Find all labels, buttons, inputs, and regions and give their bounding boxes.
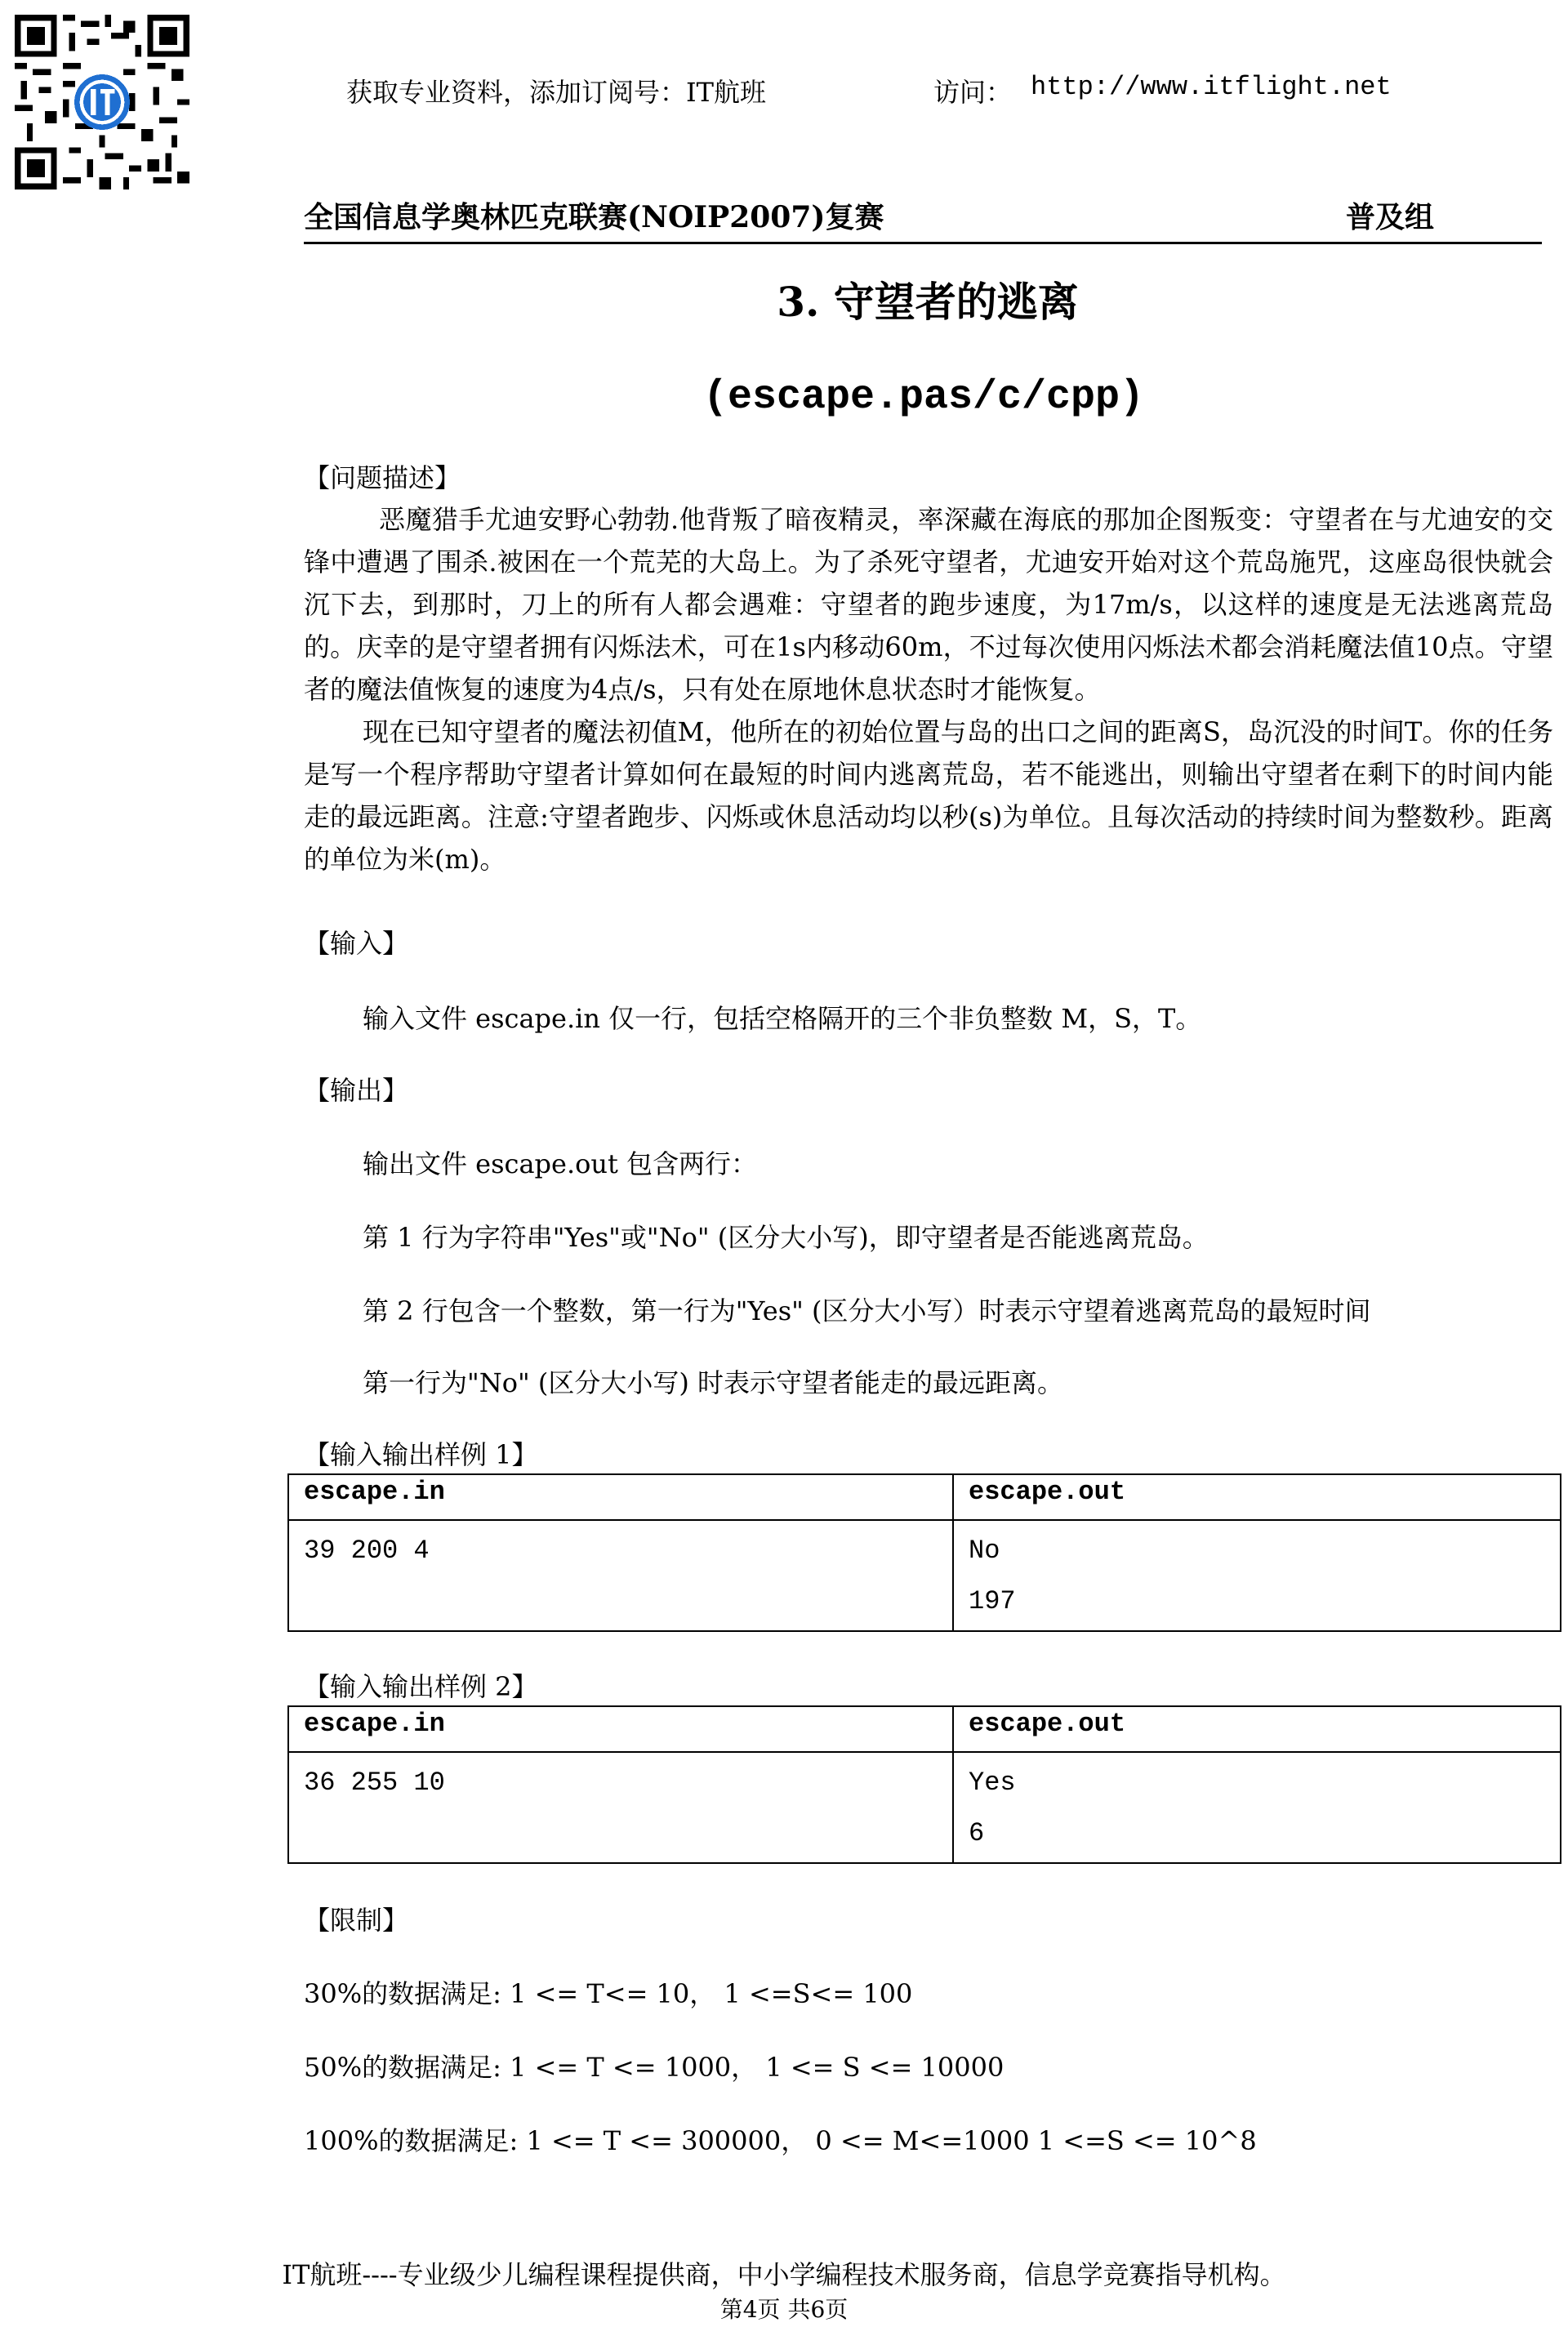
header-divider [304,242,1542,244]
input-description: 输入文件 escape.in 仅一行，包括空格隔开的三个非负整数 M，S，T。 [363,1003,1202,1034]
limits-line-1: 30%的数据满足: 1 <= T<= 10， 1 <=S<= 100 [304,1978,913,2009]
page-number: 第4页 共6页 [719,2296,849,2323]
output-line-3: 第 2 行包含一个整数，第一行为"Yes" (区分大小写）时表示守望着逃离荒岛的最短时间 [363,1295,1371,1326]
header-visit-label: 访问： [933,77,1013,108]
sample-2-output-line-2: 6 [969,1818,985,1848]
sample-1-input: 39 200 4 [288,1520,953,1631]
sample-1-output [953,1520,1561,1631]
limits-heading: 【限制】 [304,1905,409,1936]
qr-code-icon [15,15,189,189]
footer-slogan: IT航班----专业级少儿编程课程提供商，中小学编程技术服务商，信息学竞赛指导机构。 [282,2259,1286,2290]
limits-line-3: 100%的数据满足: 1 <= T <= 300000， 0 <= M<=1000 1 <=S <= 10^8 [304,2125,1257,2156]
description-heading: 【问题描述】 [304,462,461,493]
sample-1-col-out: escape.out [953,1474,1561,1520]
sample-2-col-in: escape.in [288,1706,953,1752]
sample-2-output-line-1: Yes [969,1768,1016,1798]
sample-1-output-line-1: No [969,1536,1000,1566]
description-section [304,457,1553,880]
sample-2-output [953,1752,1561,1863]
description-paragraph-2: 现在已知守望者的魔法初值M，他所在的初始位置与岛的出口之间的距离S，岛沉没的时间T。你的任务是写一个程序帮助守望者计算如何在最短的时间内逃离荒岛，若不能逃出，则输出守望者在剩下的时间内能走的最远距离。注意:守望者跑步、闪烁或休息活动均以秒(s)为单位。且每次活动的持续时间为整数秒。距离的单位为米(m)。 [304,716,1553,875]
problem-title: 3. 守望者的逃离 [777,278,1079,326]
sample-2-col-out: escape.out [953,1706,1561,1752]
header-subscribe-text: 获取专业资料，添加订阅号：IT航班 [346,77,766,108]
sample-2-heading: 【输入输出样例 2】 [304,1671,538,1702]
sample-1-table [287,1473,1561,1632]
output-line-1: 输出文件 escape.out 包含两行： [363,1148,758,1179]
output-line-4: 第一行为"No" (区分大小写) 时表示守望者能走的最远距离。 [363,1367,1064,1398]
sample-1-col-in: escape.in [288,1474,953,1520]
limits-line-2: 50%的数据满足: 1 <= T <= 1000， 1 <= S <= 10000 [304,2052,1004,2083]
description-paragraph-1: 恶魔猎手尤迪安野心勃勃.他背叛了暗夜精灵，率深藏在海底的那加企图叛变：守望者在与尤迪安的交锋中遭遇了围杀.被困在一个荒芜的大岛上。为了杀死守望者，尤迪安开始对这个荒岛施咒，这座岛很快就会沉下去，到那时，刀上的所有人都会遇难：守望者的跑步速度，为17m/s，以这样的速度是无法逃离荒岛的。庆幸的是守望者拥有闪烁法术，可在1s内移动60m，不过每次使用闪烁法术都会消耗魔法值10点。守望者的魔法值恢复的速度为4点/s，只有处在原地休息状态时才能恢复。 [304,504,1553,705]
sample-2-input: 36 255 10 [288,1752,953,1863]
contest-group: 普及组 [1346,200,1435,234]
contest-title: 全国信息学奥林匹克联赛(NOIP2007)复赛 [304,200,884,234]
problem-filenames: (escape.pas/c/cpp) [702,374,1145,421]
sample-2-table [287,1705,1561,1864]
header-url-link[interactable]: http://www.itflight.net [1031,72,1392,102]
output-line-2: 第 1 行为字符串"Yes"或"No" (区分大小写)，即守望者是否能逃离荒岛。 [363,1222,1209,1253]
output-heading: 【输出】 [304,1075,409,1106]
input-heading: 【输入】 [304,928,409,959]
sample-1-heading: 【输入输出样例 1】 [304,1439,538,1470]
sample-1-output-line-2: 197 [969,1586,1016,1616]
